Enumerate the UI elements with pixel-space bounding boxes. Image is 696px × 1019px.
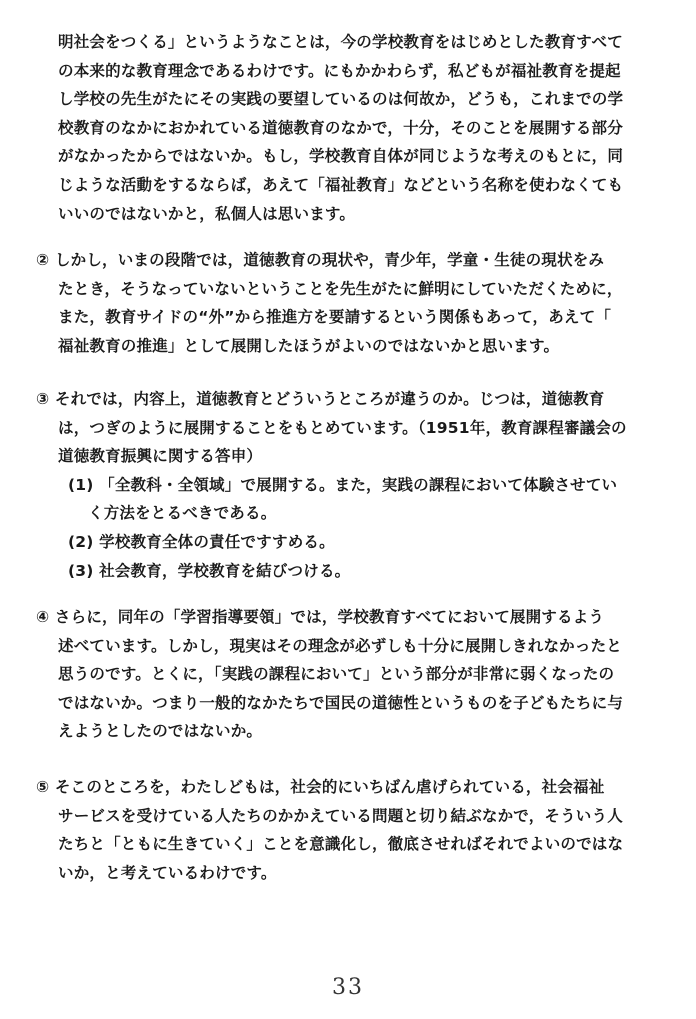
text-line: ② しかし，いまの段階では，道徳教育の現状や，青少年，学童・生徒の現状をみ [36,251,605,269]
text-line: じような活動をするならば，あえて「福祉教育」などという名称を使わなくても [58,175,624,194]
list-item: (1) 「全教科・全領域」で展開する。また，実践の課程において体験させてい [68,475,618,494]
paragraph-5 [36,773,658,887]
text-line: また，教育サイドの“外”から推進方を要請するという関係もあって，あえて「 [58,308,612,327]
paragraph-2 [36,246,658,360]
text-line: ⑤ そこのところを，わたしどもは，社会的にいちばん虐げられている，社会福祉 [36,778,605,796]
text-line: し学校の先生がたにその実践の要望しているのは何故か，どうも，これまでの学 [58,90,624,109]
text-line: たちと「ともに生きていく」ことを意識化し，徹底させればそれでよいのではな [58,835,624,854]
paragraph-intro [58,28,658,228]
text-line: いか，と考えているわけです。 [58,863,277,882]
text-line: ではないか。つまり一般的なかたちで国民の道徳性というものを子どもたちに与 [58,693,624,712]
text-line: たとき，そうなっていないということを先生がたに鮮明にしていただくために， [58,279,623,298]
list-item: (2) 学校教育全体の責任ですすめる。 [68,532,335,551]
paragraph-3 [36,385,658,585]
paragraph-4 [36,603,658,746]
text-line: ③ それでは，内容上，道徳教育とどういうところが違うのか。じつは，道徳教育 [36,390,605,408]
text-line: 思うのです。とくに，「実践の課程において」という部分が非常に弱くなったの [58,665,615,684]
text-line: の本来的な教育理念であるわけです。にもかかわらず，私どもが福祉教育を提起 [58,61,621,80]
text-line: 述べています。しかし，現実はその理念が必ずしも十分に展開しきれなかったと [58,636,622,655]
text-line: は，つぎのように展開することをもとめています。（1951年，教育課程審議会の [58,418,627,437]
list-item: (3) 社会教育，学校教育を結びつける。 [68,561,351,580]
text-line: ④ さらに，同年の「学習指導要領」では，学校教育すべてにおいて展開するよう [36,608,605,626]
text-line: 校教育のなかにおかれている道徳教育のなかで，十分，そのことを展開する部分 [58,118,623,137]
text-line: 福祉教育の推進」として展開したほうがよいのではないかと思います。 [58,336,560,355]
page-number: 33 [332,975,364,1000]
text-line: サービスを受けている人たちのかかえている問題と切り結ぶなかで，そういう人 [58,806,623,825]
text-line: 明社会をつくる」というようなことは，今の学校教育をはじめとした教育すべて [58,33,623,51]
text-line: いいのではないかと，私個人は思います。 [58,204,356,223]
text-line: がなかったからではないか。もし，学校教育自体が同じような考えのもとに，同 [58,147,624,166]
list-item-continuation: く方法をとるべきである。 [88,504,277,523]
text-line: えようとしたのではないか。 [58,722,263,741]
text-line: 道徳教育振興に関する答申） [58,447,263,466]
